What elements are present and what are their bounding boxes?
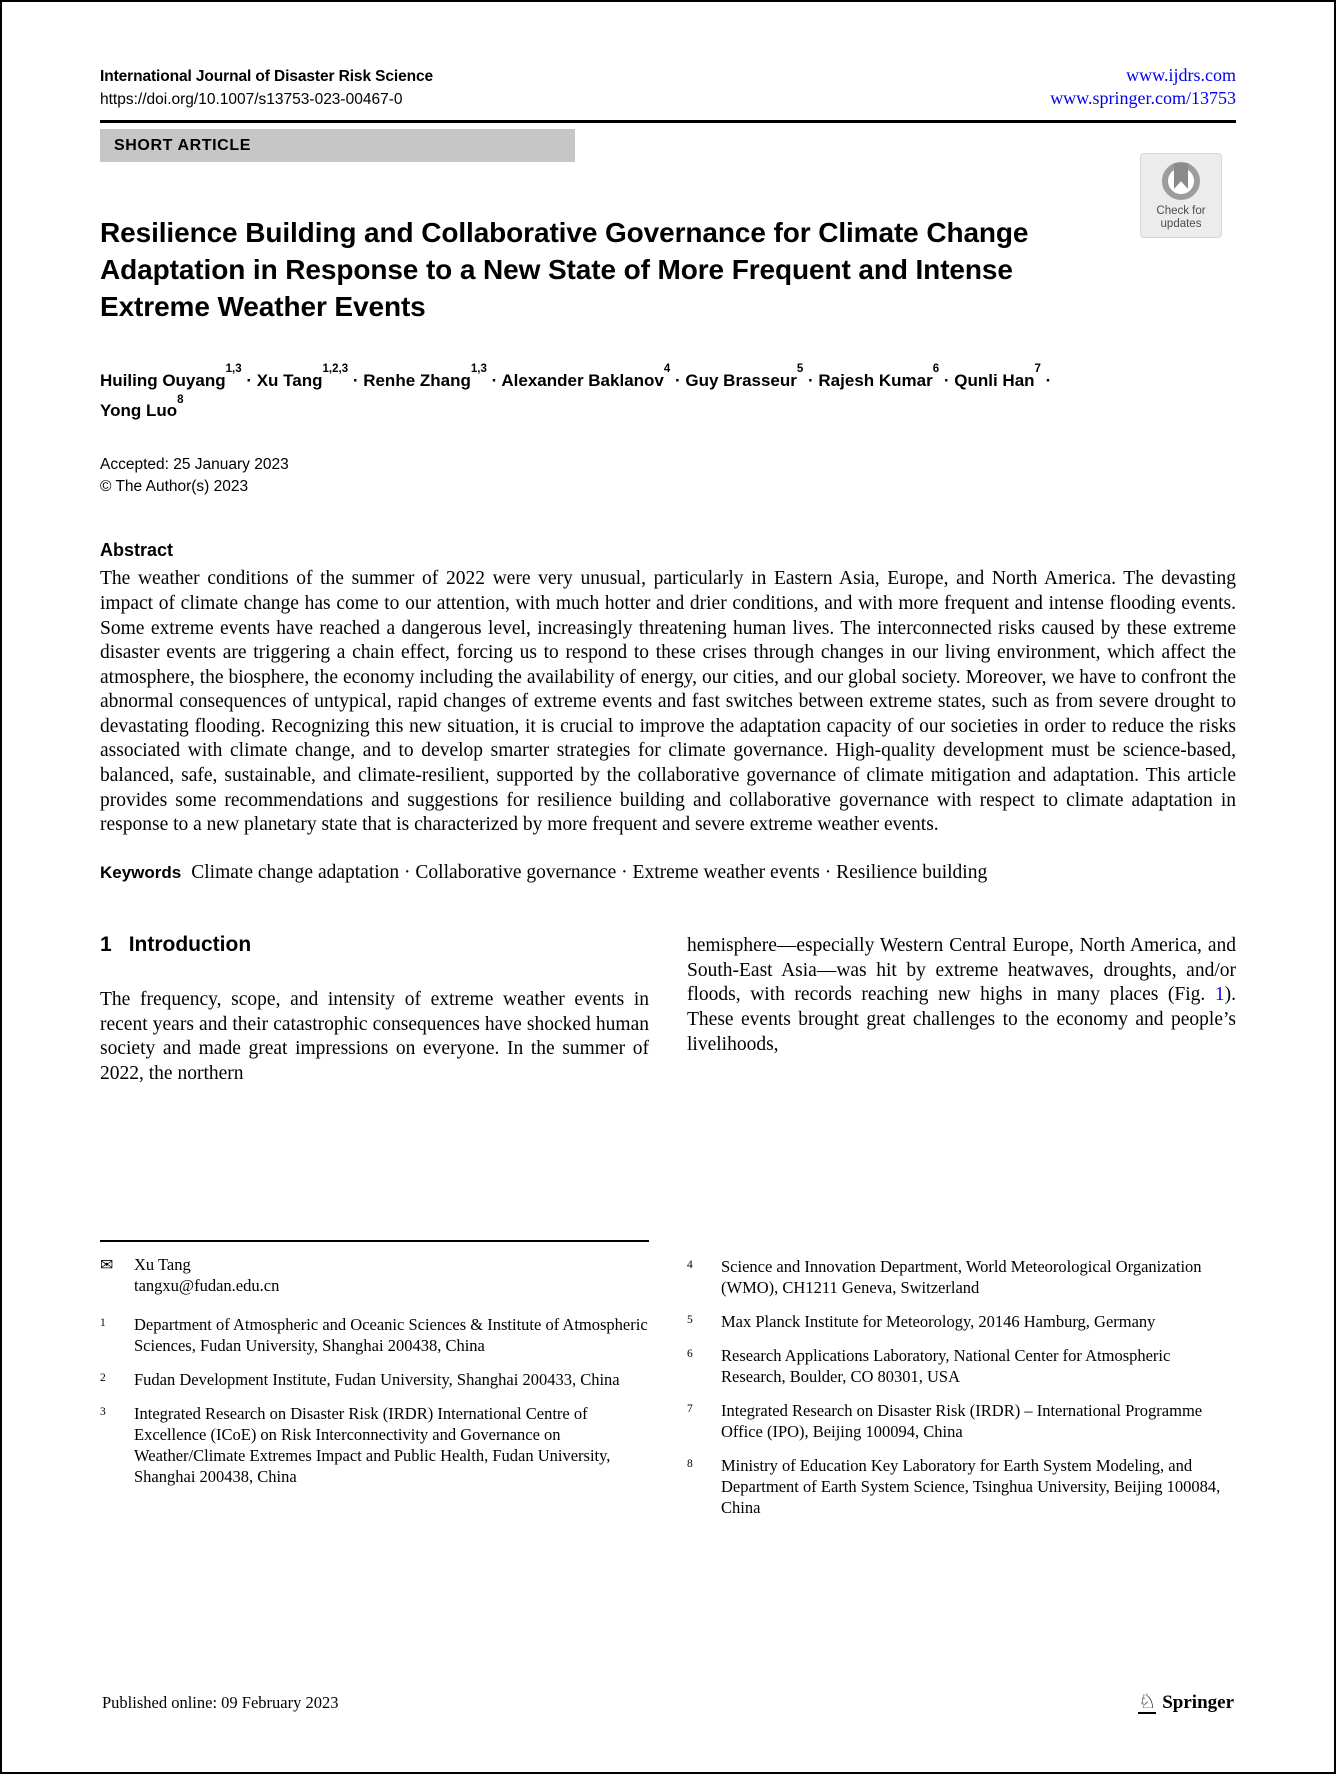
footnote-divider bbox=[100, 1240, 649, 1242]
corresponding-author-name: Xu Tang bbox=[134, 1254, 191, 1274]
affiliation-text: Department of Atmospheric and Oceanic Sciences & Institute of Atmospheric Sciences, Fudan University, Shanghai 200438, China bbox=[134, 1314, 648, 1355]
affiliation-number: 6 bbox=[687, 1347, 693, 1360]
author: Guy Brasseur$^5$ · bbox=[685, 371, 818, 390]
journal-name: International Journal of Disaster Risk Science bbox=[100, 68, 434, 85]
doi-line: https://doi.org/10.1007/s13753-023-00467-0 bbox=[100, 91, 403, 108]
affiliation-item bbox=[687, 1311, 1236, 1332]
section-number: 1 bbox=[100, 932, 112, 956]
footnotes-right-column bbox=[687, 1240, 1236, 1531]
affiliation-item bbox=[687, 1345, 1236, 1387]
affiliation-number: 8 bbox=[687, 1457, 693, 1470]
abstract-heading: Abstract bbox=[100, 540, 174, 561]
springer-wordmark: Springer bbox=[1162, 1692, 1234, 1713]
affiliation-number: 1 bbox=[100, 1316, 106, 1329]
affiliation-number: 2 bbox=[100, 1371, 106, 1384]
affiliation-superscript: 1,3 bbox=[470, 363, 487, 375]
check-for-updates-button[interactable] bbox=[1140, 153, 1222, 238]
affiliation-number: 5 bbox=[687, 1313, 693, 1326]
correspondence-block bbox=[100, 1254, 649, 1296]
affiliation-superscript: 7 bbox=[1034, 363, 1041, 375]
keywords-list: Climate change adaptation · Collaborative governance · Extreme weather events · Resilience building bbox=[191, 861, 988, 883]
intro-paragraph-right: hemisphere—especially Western Central Europe, North America, and South-East Asia—was hit by extreme heatwaves, droughts, and/or floods, with records reaching new highs in many places (Fig. 1). These events brought great challenges to the economy and people’s livelihoods, bbox=[687, 934, 1236, 1056]
intro-right-column bbox=[687, 932, 1236, 1058]
affiliation-number: 4 bbox=[687, 1258, 693, 1271]
springer-knight-icon: ♘ bbox=[1138, 1689, 1157, 1713]
bookmark-icon bbox=[1174, 163, 1188, 189]
affiliation-item bbox=[687, 1400, 1236, 1442]
affiliation-item bbox=[687, 1455, 1236, 1518]
check-for-updates-label: Check for updates bbox=[1156, 205, 1206, 230]
intro-paragraph-left: The frequency, scope, and intensity of extreme weather events in recent years and their catastrophic consequences have shocked human society and made great impressions on everyone. In the summer of 2022, the northern bbox=[100, 988, 649, 1085]
affiliation-superscript: 1,3 bbox=[225, 363, 242, 375]
corresponding-author-email[interactable]: tangxu@fudan.edu.cn bbox=[134, 1275, 280, 1295]
affiliation-superscript: 1,2,3 bbox=[322, 363, 349, 375]
introduction-section bbox=[100, 932, 1236, 1232]
affiliation-text: Science and Innovation Department, World Meteorological Organization (WMO), CH1211 Geneva, Switzerland bbox=[721, 1256, 1202, 1297]
affiliation-item bbox=[100, 1369, 649, 1390]
journal-links bbox=[1050, 64, 1236, 110]
keywords-row bbox=[100, 862, 1236, 884]
author: Yong Luo$^8$ bbox=[100, 393, 184, 421]
article-title: Resilience Building and Collaborative Governance for Climate Change Adaptation in Response to a New State of More Frequent and Intense Extreme Weather Events bbox=[100, 217, 1029, 322]
article-dates bbox=[100, 454, 1236, 498]
figure-1-link[interactable]: 1 bbox=[1214, 984, 1225, 1006]
published-online-date: Published online: 09 February 2023 bbox=[102, 1692, 339, 1712]
affiliation-superscript: 5 bbox=[796, 363, 804, 375]
author: Huiling Ouyang$^{1,3}$ · bbox=[100, 371, 257, 390]
author-list bbox=[100, 363, 1080, 424]
affiliation-text: Ministry of Education Key Laboratory for Earth System Modeling, and Department of Earth System Science, Tsinghua University, Beijing 100084, China bbox=[721, 1455, 1221, 1517]
springer-link[interactable]: www.springer.com/13753 bbox=[1050, 88, 1236, 108]
ijdrs-link[interactable]: www.ijdrs.com bbox=[1126, 65, 1236, 85]
copyright-line: © The Author(s) 2023 bbox=[100, 478, 249, 496]
accepted-date: Accepted: 25 January 2023 bbox=[100, 456, 289, 474]
footnotes-section bbox=[100, 1240, 1236, 1531]
affiliation-text: Integrated Research on Disaster Risk (IRDR) International Centre of Excellence (ICoE) on Risk Interconnectivity and Governance on Weather/Climate Extremes Impact and Public Health, Fudan University, Shanghai 200438, China bbox=[134, 1403, 611, 1486]
author: Rajesh Kumar$^6$ · bbox=[818, 371, 954, 390]
affiliation-superscript: 8 bbox=[177, 393, 184, 406]
keywords-label: Keywords bbox=[100, 862, 182, 882]
affiliation-text: Fudan Development Institute, Fudan University, Shanghai 200433, China bbox=[134, 1369, 620, 1389]
author: Alexander Baklanov$^4$ · bbox=[501, 371, 685, 390]
banner-row bbox=[100, 129, 1236, 230]
page-header bbox=[100, 64, 1236, 123]
author: Qunli Han$^7$ · bbox=[954, 371, 1051, 390]
intro-left-column bbox=[100, 932, 649, 1087]
affiliation-text: Research Applications Laboratory, National Center for Atmospheric Research, Boulder, CO 80301, USA bbox=[721, 1345, 1171, 1386]
envelope-icon: ✉ bbox=[100, 1254, 114, 1274]
affiliation-item bbox=[100, 1314, 649, 1356]
section-title: Introduction bbox=[128, 932, 252, 956]
springer-logo bbox=[1138, 1691, 1234, 1714]
affiliation-item bbox=[100, 1403, 649, 1487]
page-footer bbox=[102, 1691, 1234, 1714]
affiliation-text: Max Planck Institute for Meteorology, 20146 Hamburg, Germany bbox=[721, 1311, 1156, 1331]
author: Xu Tang$^{1,2,3}$ · bbox=[257, 371, 363, 390]
affiliation-superscript: 6 bbox=[932, 363, 940, 375]
affiliation-number: 7 bbox=[687, 1402, 693, 1415]
journal-identity bbox=[100, 67, 433, 110]
affiliation-text: Integrated Research on Disaster Risk (IRDR) – International Programme Office (IPO), Beijing 100094, China bbox=[721, 1400, 1203, 1441]
article-type-banner: SHORT ARTICLE bbox=[100, 129, 575, 162]
crossmark-icon bbox=[1162, 162, 1200, 200]
affiliation-superscript: 4 bbox=[663, 363, 671, 375]
affiliation-number: 3 bbox=[100, 1405, 106, 1418]
section-heading bbox=[100, 932, 649, 958]
abstract-text: The weather conditions of the summer of 2022 were very unusual, particularly in Eastern Asia, Europe, and North America. The devasting impact of climate change has come to our attention, with much hotter and drier conditions, and with more frequent and intense flooding events. Some extreme events have reached a dangerous level, increasingly threatening human lives. The interconnected risks caused by these extreme disaster events are triggering a chain effect, forcing us to respond to these crises through changes in our living environment, which affect the atmosphere, the biosphere, the economy including the availability of energy, our cities, and our global society. Moreover, we have to confront the abnormal consequences of untypical, rapid changes of extreme events and fast switches between extreme states, such as from severe drought to devastating flooding. Recognizing this new situation, it is crucial to improve the adaptation capacity of our societies in order to reduce the risks associated with climate change, and to develop smarter strategies for climate governance. High-quality development must be science-based, balanced, safe, sustainable, and climate-resilient, supported by the collaborative governance of climate mitigation and adaptation. This article provides some recommendations and suggestions for resilience building and collaborative governance with respect to climate adaptation in response to a new planetary state that is characterized by more frequent and severe extreme weather events. bbox=[100, 568, 1236, 836]
author: Renhe Zhang$^{1,3}$ · bbox=[363, 371, 501, 390]
footnotes-left-column bbox=[100, 1240, 649, 1531]
affiliation-item bbox=[687, 1256, 1236, 1298]
